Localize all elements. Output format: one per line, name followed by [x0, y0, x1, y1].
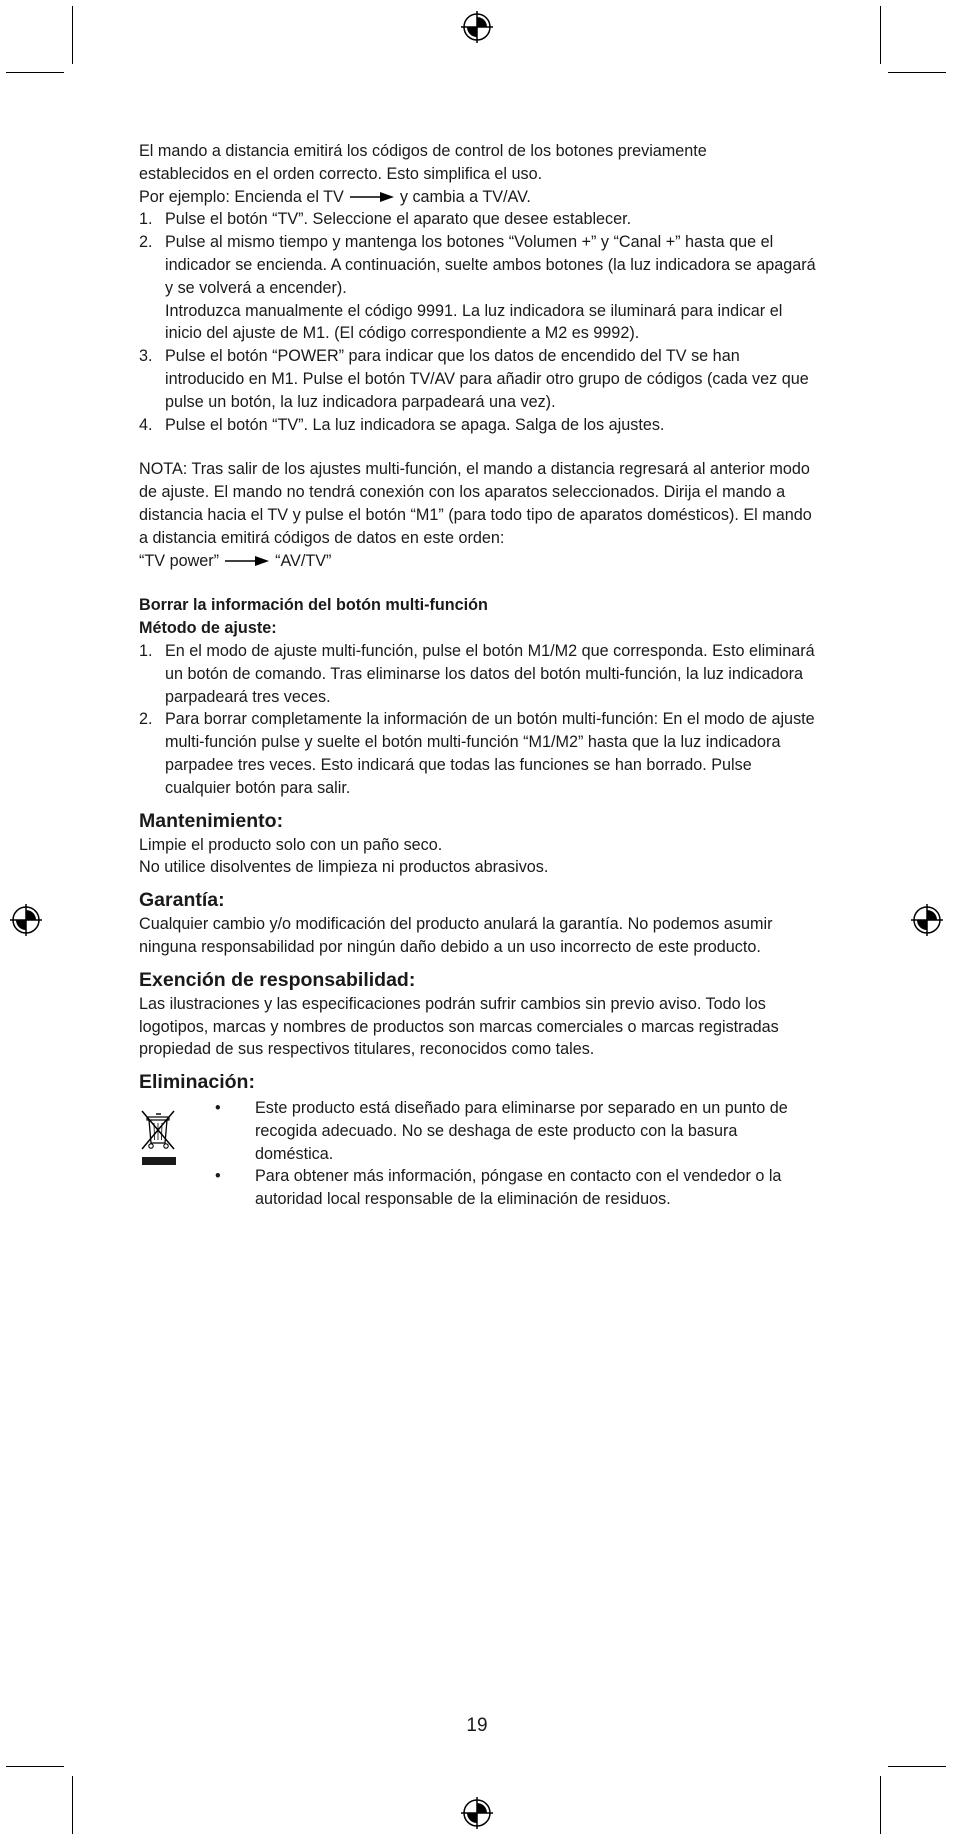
right-arrow-icon — [350, 192, 394, 202]
list-item — [139, 208, 819, 231]
registration-mark-icon — [460, 1796, 494, 1830]
step-number: 4. — [139, 415, 153, 434]
step-number: 3. — [139, 347, 153, 366]
intro-line: establecidos en el orden correcto. Esto simplifica el uso. — [139, 164, 543, 183]
disposal-block — [139, 1097, 819, 1211]
sequence-item: “TV power” — [139, 551, 220, 570]
list-item — [139, 640, 819, 708]
maintenance-line: Limpie el producto solo con un paño seco. — [139, 835, 443, 854]
crop-mark — [72, 1776, 73, 1834]
list-item — [139, 708, 819, 799]
page-content — [139, 140, 819, 1211]
warranty-text: Cualquier cambio y/o modificación del producto anulará la garantía. No podemos asumir ninguna responsabilidad por ningún daño debido a un uso incorrecto de este producto. — [139, 915, 773, 956]
list-item — [215, 1097, 819, 1165]
registration-mark-icon — [460, 10, 494, 44]
section-subheading: Método de ajuste: — [139, 619, 277, 638]
disposal-text: Este producto está diseñado para eliminarse por separado en un punto de recogida adecuado. No se deshaga de este producto con la basura doméstica. — [255, 1099, 788, 1163]
crop-mark — [888, 1766, 946, 1767]
step-number: 2. — [139, 710, 153, 729]
intro-line: El mando a distancia emitirá los códigos de control de los botones previamente — [139, 142, 707, 160]
step-text: Pulse al mismo tiempo y mantenga los botones “Volumen +” y “Canal +” hasta que el indicador se encienda. A continuación, suelte ambos botones (la luz indicadora se apagará y se volverá a encender). — [165, 233, 816, 297]
delete-steps — [139, 640, 819, 800]
disclaimer-text: Las ilustraciones y las especificaciones podrán sufrir cambios sin previo aviso. Todo los logotipos, marcas y nombres de productos son marcas comerciales o marcas registradas propiedad de sus respectivos titulares, reconocidos como tales. — [139, 994, 779, 1059]
bullet: • — [215, 1167, 221, 1186]
intro-example — [139, 186, 819, 209]
crop-mark — [880, 1776, 881, 1834]
crop-mark — [6, 72, 64, 73]
disposal-text: Para obtener más información, póngase en contacto con el vendedor o la autoridad local responsable de la eliminación de residuos. — [255, 1167, 782, 1209]
maintenance-line: No utilice disolventes de limpieza ni productos abrasivos. — [139, 858, 549, 877]
crop-mark — [880, 6, 881, 64]
disclaimer-heading: Exención de responsabilidad: — [139, 968, 416, 991]
step-text: Para borrar completamente la información de un botón multi-función: En el modo de ajuste multi-función pulse y suelte el botón multi-función “M1/M2” hasta que la luz indicadora parpadee tres veces. Esto indicará que todas las funciones se han borrado. Pulse cualquier botón para salir. — [165, 710, 815, 797]
warranty-heading: Garantía: — [139, 889, 225, 912]
step-text: Pulse el botón “TV”. La luz indicadora se apaga. Salga de los ajustes. — [165, 415, 665, 434]
crop-mark — [888, 72, 946, 73]
disposal-list — [179, 1097, 819, 1211]
step-number: 2. — [139, 233, 153, 252]
maintenance-heading: Mantenimiento: — [139, 809, 284, 832]
crop-mark — [72, 6, 73, 64]
list-item — [139, 231, 819, 345]
list-item — [139, 414, 819, 437]
section-heading: Borrar la información del botón multi-función — [139, 596, 488, 615]
list-item — [139, 345, 819, 413]
step-number: 1. — [139, 641, 153, 660]
example-text: Por ejemplo: Encienda el TV — [139, 187, 344, 206]
note-text: NOTA: Tras salir de los ajustes multi-función, el mando a distancia regresará al anterior modo de ajuste. El mando no tendrá conexión con los aparatos seleccionados. Dirija el mando a distancia hacia el TV y pulse el botón “M1” (para todo tipo de aparatos domésticos). El mando a distancia emitirá códigos de datos en este orden: — [139, 460, 812, 547]
weee-crossed-bin-icon — [139, 1103, 179, 1173]
sequence-item: “AV/TV” — [275, 551, 332, 570]
registration-mark-icon — [9, 903, 43, 937]
page-number: 19 — [466, 1715, 488, 1736]
example-text: y cambia a TV/AV. — [399, 187, 531, 206]
setup-steps — [139, 208, 819, 436]
registration-mark-icon — [910, 903, 944, 937]
note-sequence — [139, 550, 819, 573]
step-text: Pulse el botón “TV”. Seleccione el aparato que desee establecer. — [165, 210, 632, 229]
step-text-extra: Introduzca manualmente el código 9991. La luz indicadora se iluminará para indicar el inicio del ajuste de M1. (El código correspondiente a M2 es 9992). — [165, 301, 783, 343]
crop-mark — [6, 1766, 64, 1767]
disposal-heading: Eliminación: — [139, 1071, 255, 1094]
right-arrow-icon — [225, 556, 269, 566]
step-text: En el modo de ajuste multi-función, pulse el botón M1/M2 que corresponda. Esto eliminará un botón de comando. Tras eliminarse los datos del botón multi-función, la luz indicadora parpadeará tres veces. — [165, 641, 815, 706]
step-number: 1. — [139, 210, 153, 229]
bullet: • — [215, 1099, 221, 1118]
list-item — [215, 1165, 819, 1211]
step-text: Pulse el botón “POWER” para indicar que los datos de encendido del TV se han introducido en M1. Pulse el botón TV/AV para añadir otro grupo de códigos (cada vez que pulse un botón, la luz indicadora parpadeará una vez). — [165, 347, 809, 411]
